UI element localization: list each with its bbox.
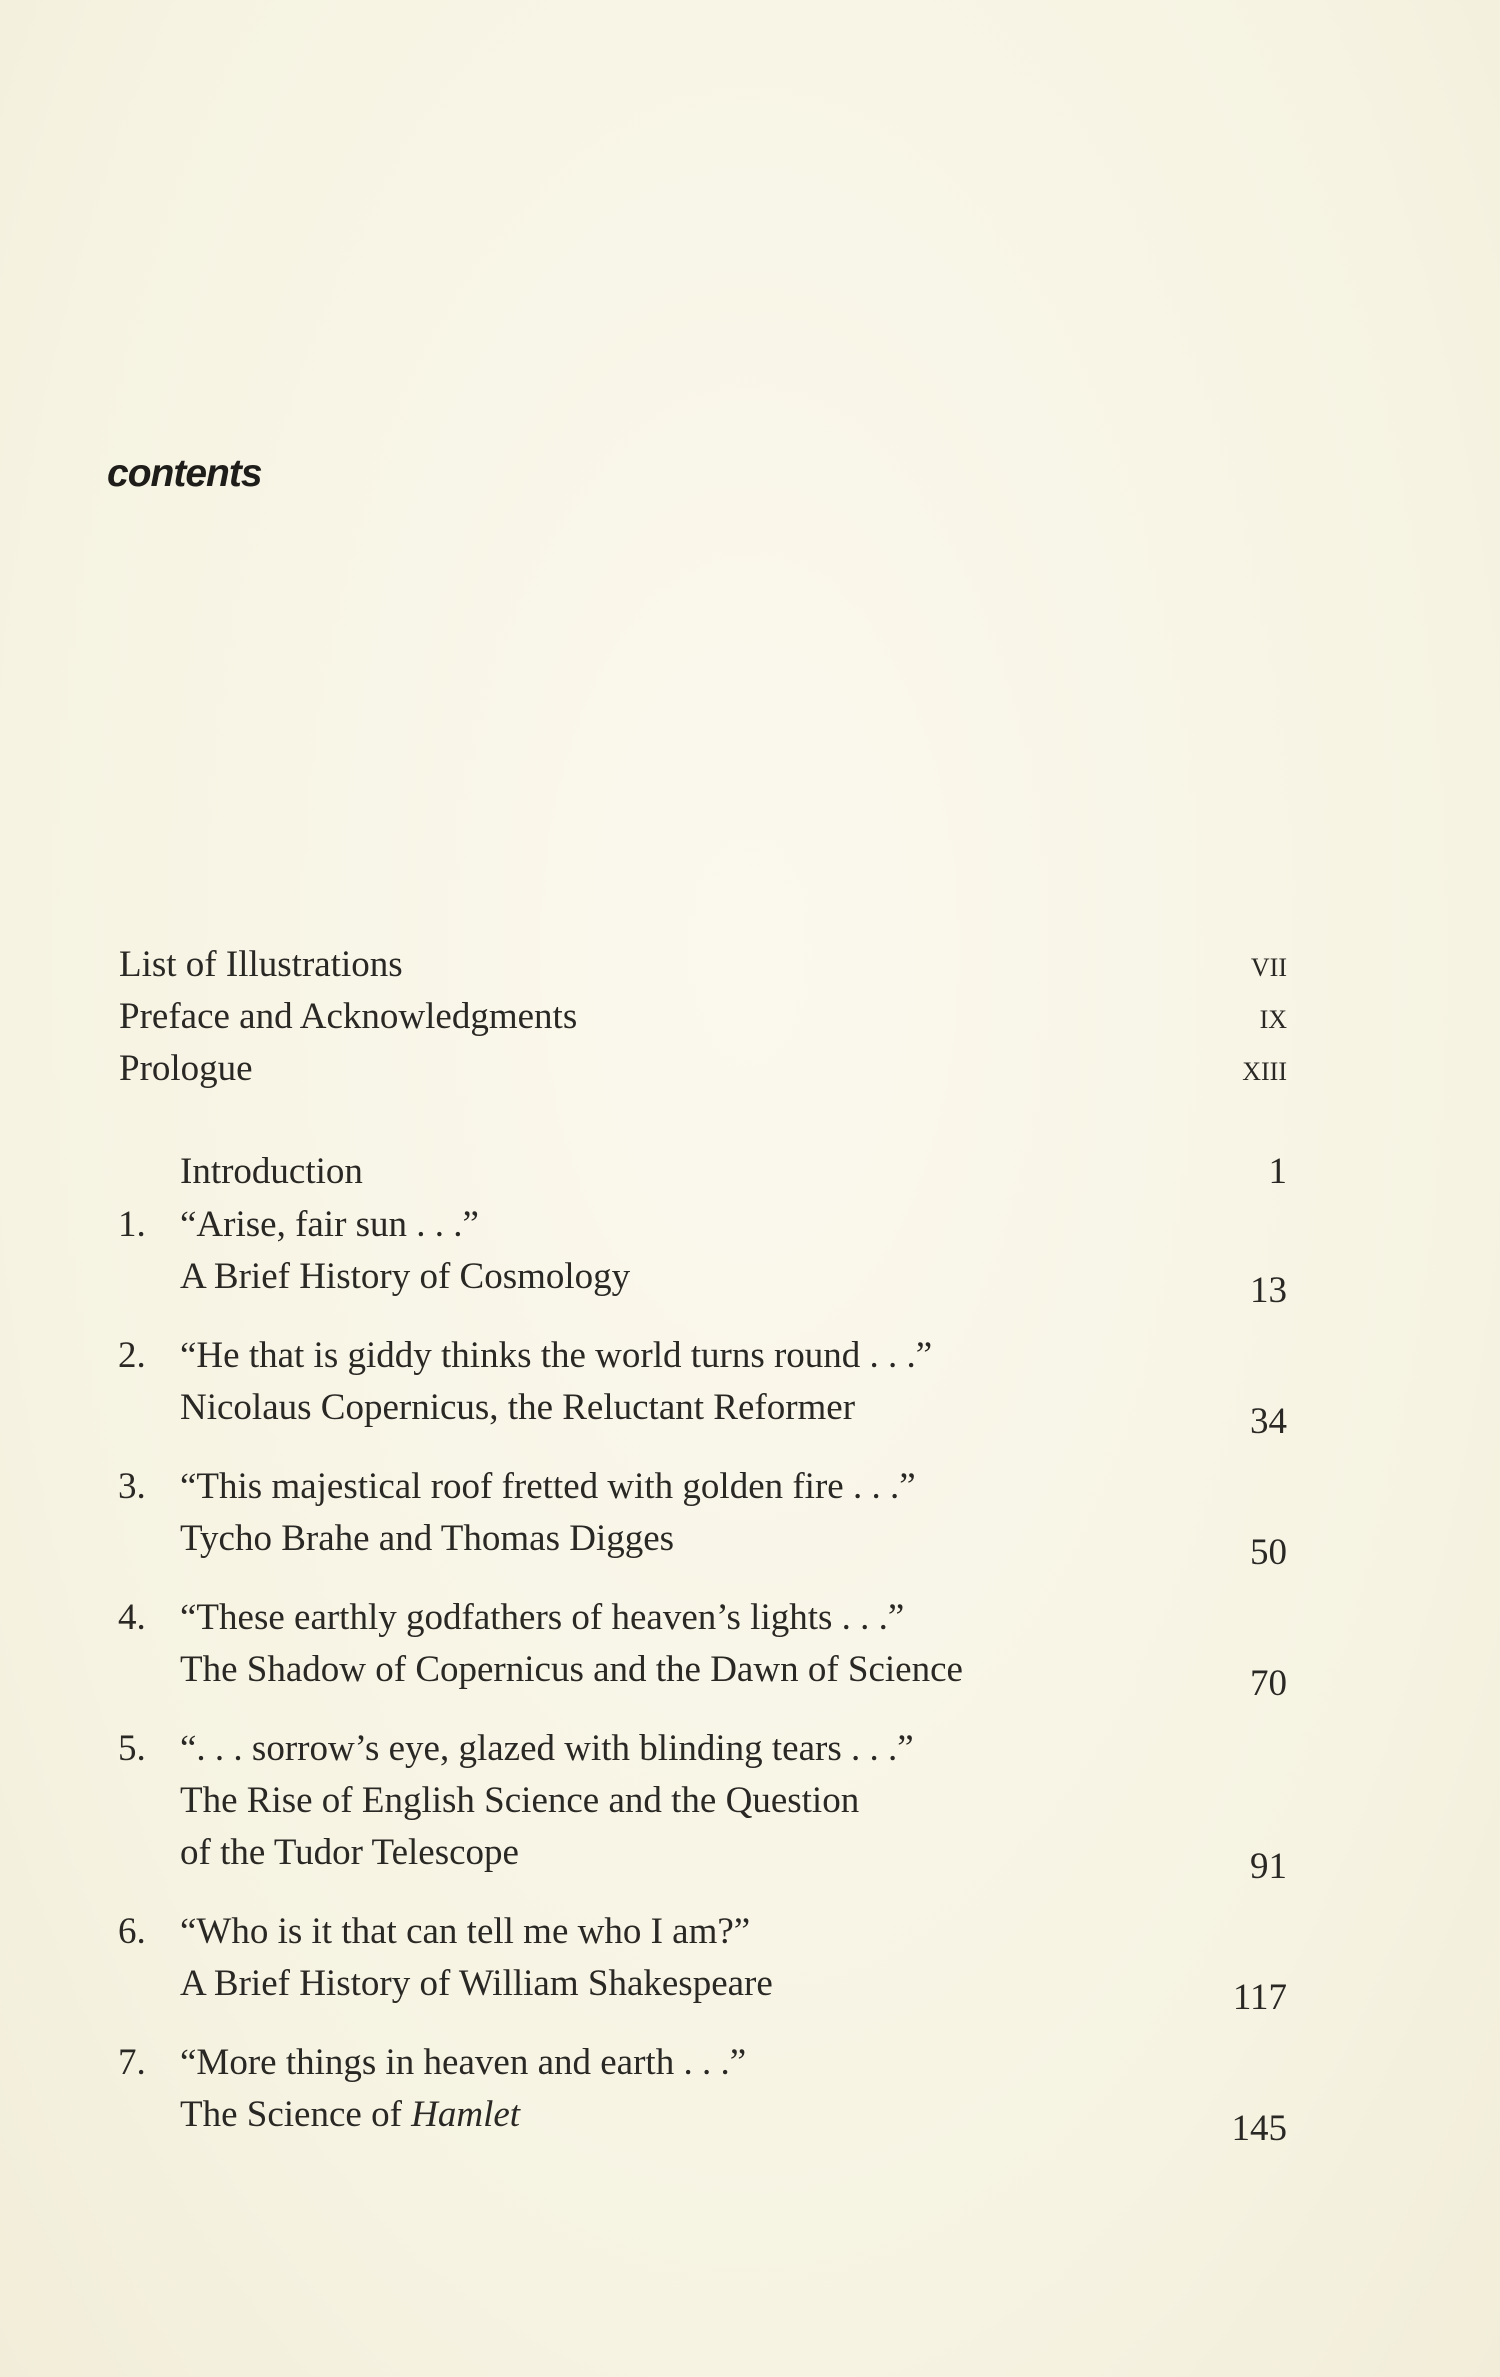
toc-chapter-quote [0,1593,1500,1643]
toc-chapter-quote [0,2038,1500,2088]
toc-chapter-quote [0,1200,1500,1250]
chapter-subtitle [180,2090,520,2140]
toc-chapter-subtitle [0,1383,1500,1442]
chapter-subtitle: The Shadow of Copernicus and the Dawn of Science [180,1649,963,1690]
toc-chapter-subtitle [0,1776,1500,1826]
chapter-subtitle-prefix: The Science of [180,2094,412,2135]
chapter-subtitle: The Rise of English Science and the Question [180,1780,860,1821]
toc-page-number: 117 [1232,1977,1287,2018]
toc-page-number: 70 [1250,1663,1287,1704]
chapter-quote: “These earthly godfathers of heaven’s lights . . .” [180,1597,905,1638]
chapter-number: 1. [118,1204,146,1245]
toc-chapter-quote [0,1331,1500,1381]
chapter-subtitle: Tycho Brahe and Thomas Digges [180,1518,675,1559]
chapter-number: 6. [118,1911,146,1952]
toc-entry [0,940,1500,990]
chapter-quote: “More things in heaven and earth . . .” [180,2042,747,2083]
chapter-number: 4. [118,1597,146,1638]
chapter-subtitle: A Brief History of William Shakespeare [180,1963,773,2004]
chapter-quote: “He that is giddy thinks the world turns round . . .” [180,1335,933,1376]
toc-entry [0,992,1500,1042]
toc-chapter-subtitle [0,1514,1500,1573]
chapter-subtitle: of the Tudor Telescope [180,1832,519,1873]
toc-entry [0,1044,1500,1094]
toc-chapter-quote [0,1907,1500,1957]
chapter-number: 7. [118,2042,146,2083]
chapter-subtitle-italic: Hamlet [411,2094,521,2135]
toc-chapter-subtitle [0,1828,1500,1887]
chapter-quote: “. . . sorrow’s eye, glazed with blinding tears . . .” [180,1728,914,1769]
chapter-quote: “This majestical roof fretted with golden fire . . .” [180,1466,916,1507]
toc-entry [0,1147,1500,1197]
toc-chapter-subtitle [0,2090,1500,2149]
chapter-subtitle: Nicolaus Copernicus, the Reluctant Reformer [180,1387,856,1428]
toc-page-number: 50 [1250,1532,1287,1573]
page-title: contents [107,452,262,495]
toc-page-number: 145 [1231,2108,1287,2149]
toc-chapter-subtitle [0,1252,1500,1311]
toc-page-number: ix [1259,996,1287,1037]
toc-page-number: 1 [1268,1151,1287,1192]
chapter-number: 3. [118,1466,146,1507]
toc-chapter-subtitle [0,1645,1500,1704]
chapter-quote: “Arise, fair sun . . .” [180,1204,479,1245]
toc-page-number: 13 [1250,1270,1287,1311]
chapter-quote: “Who is it that can tell me who I am?” [180,1911,751,1952]
toc-page-number: xiii [1242,1048,1287,1089]
toc-entry-title: List of Illustrations [119,944,403,985]
toc-page-number: vii [1250,944,1287,985]
toc-entry-title: Preface and Acknowledgments [119,996,578,1037]
toc-chapter-quote [0,1724,1500,1774]
toc-page-number: 91 [1250,1846,1287,1887]
toc-page-number: 34 [1250,1401,1287,1442]
toc-chapter-subtitle [0,1959,1500,2018]
toc-chapter-quote [0,1462,1500,1512]
chapter-number: 2. [118,1335,146,1376]
toc-entry-title: Introduction [180,1151,363,1192]
toc-entry-title: Prologue [119,1048,253,1089]
chapter-number: 5. [118,1728,146,1769]
chapter-subtitle: A Brief History of Cosmology [180,1256,631,1297]
